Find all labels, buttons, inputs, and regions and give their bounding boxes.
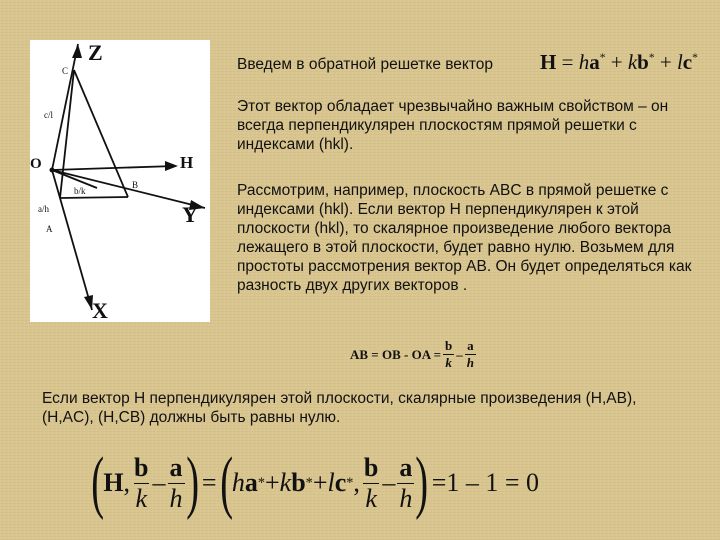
eq-big-coef-l: l — [327, 468, 335, 497]
eq-h-plus-2: + — [659, 50, 672, 74]
a-over-h-label: a/h — [38, 204, 49, 214]
eq-ab-fraction-b-k — [443, 338, 454, 371]
eq-big-equals-1: = — [201, 468, 217, 497]
eq-h-star-2: * — [648, 52, 655, 64]
eq-ab-lhs: AB = OB - OA = — [350, 346, 442, 362]
eq-big-coef-k: k — [279, 468, 292, 497]
intro-text: Введем в обратной решетке вектор — [237, 56, 494, 73]
c-over-l-label: c/l — [44, 110, 53, 120]
eq-big-vec-b: b — [291, 468, 306, 497]
eq-ab-den-h: h — [466, 355, 474, 370]
eq-h-equals: = — [561, 50, 574, 74]
property-paragraph: Этот вектор обладает чрезвычайно важным свойством – он всегда перпендикулярен плоскостям прямой решетки с индексами (hkl). — [237, 98, 669, 153]
reciprocal-vector-equation — [540, 50, 698, 75]
eq-big-den-k-1: k — [135, 483, 148, 513]
h-vector — [52, 166, 175, 170]
b-over-k-label: b/k — [74, 186, 86, 196]
eq-big-num-b-1: b — [134, 452, 149, 482]
eq-big-rparen-1: ) — [185, 444, 199, 521]
eq-big-star-3: * — [346, 474, 354, 491]
a-label: A — [46, 224, 53, 234]
eq-ab-num-a: a — [467, 338, 474, 353]
h-arrowhead — [165, 161, 178, 171]
b-label: B — [132, 180, 139, 190]
y-label: Y — [182, 202, 198, 227]
edge-ab — [60, 197, 128, 198]
x-axis — [52, 170, 92, 310]
eq-big-comma-1: , — [123, 468, 131, 497]
eq-ab-minus: – — [456, 346, 463, 362]
eq-big-star-1: * — [257, 474, 265, 491]
eq-h-vec-c: c — [682, 50, 693, 74]
eq-ab-num-b: b — [445, 338, 453, 353]
eq-big-star-2: * — [305, 474, 313, 491]
origin-point — [50, 168, 55, 173]
eq-big-lparen-1: ( — [91, 444, 105, 521]
eq-big-den-k-2: k — [365, 483, 377, 513]
conclusion-paragraph: Если вектор H перпендикулярен этой плоскости, скалярные произведения (H,AB), (H,AC), (H,CB) должны быть равны нулю. — [42, 390, 637, 426]
eq-h-vec-a: a — [589, 50, 600, 74]
eq-big-coef-h: h — [231, 468, 245, 497]
eq-big-den-h-1: h — [169, 483, 183, 513]
eq-big-vec-a: a — [244, 468, 258, 497]
figure-panel — [30, 40, 210, 322]
eq-h-star-3: * — [692, 52, 698, 64]
eq-big-minus-2: – — [382, 468, 396, 497]
eq-big-num-a-2: a — [399, 452, 413, 482]
lattice-diagram — [30, 40, 210, 322]
scalar-product-equation — [91, 444, 540, 521]
eq-big-result: =1 – 1 = 0 — [431, 468, 540, 497]
eq-big-fraction-a-h-1 — [168, 453, 185, 514]
eq-big-plus-1: + — [264, 468, 280, 497]
eq-ab-den-k: k — [445, 355, 452, 370]
eq-big-fraction-b-k-1 — [132, 453, 150, 514]
eq-h-lhs: H — [540, 50, 557, 74]
ab-difference-equation — [350, 338, 478, 371]
x-label: X — [92, 298, 108, 323]
eq-big-plus-2: + — [312, 468, 328, 497]
o-label: O — [30, 156, 42, 172]
eq-big-den-h-2: h — [399, 483, 413, 513]
eq-big-lparen-2: ( — [219, 444, 233, 521]
eq-ab-fraction-a-h — [465, 338, 476, 371]
eq-h-coef-k: k — [627, 50, 638, 74]
eq-h-coef-h: h — [578, 50, 590, 74]
eq-big-vec-c: c — [334, 468, 347, 497]
example-paragraph: Рассмотрим, например, плоскость ABC в прямой решетке с индексами (hkl). Если вектор H перпендикулярен к этой плоскости (hkl), то скалярное произведение любого вектора лежащего в этой плоскости, будет равно нулю. Возьмем для простоты рассмотрения вектор AB. Он будет определяться как разность двух других векторов . — [237, 182, 692, 294]
eq-big-minus-1: – — [152, 468, 166, 497]
eq-big-fraction-b-k-2 — [362, 453, 380, 514]
c-label: C — [62, 66, 69, 76]
eq-big-comma-2: , — [353, 468, 360, 497]
eq-big-fraction-a-h-2 — [397, 453, 414, 514]
eq-h-coef-l: l — [676, 50, 683, 74]
z-label: Z — [88, 40, 103, 65]
eq-big-num-a-1: a — [169, 452, 183, 482]
eq-big-rparen-2: ) — [415, 444, 429, 521]
eq-h-star-1: * — [599, 52, 606, 64]
eq-h-vec-b: b — [637, 50, 649, 74]
h-label: H — [180, 153, 194, 172]
eq-big-h: H — [103, 468, 124, 497]
eq-h-plus-1: + — [610, 50, 623, 74]
eq-big-num-b-2: b — [363, 452, 379, 482]
